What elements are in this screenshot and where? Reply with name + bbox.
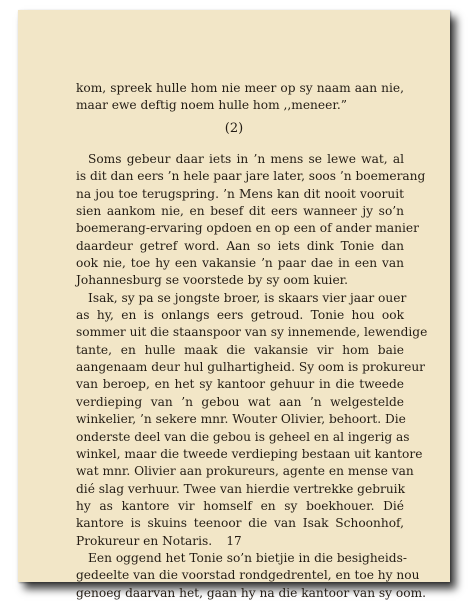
section-heading: (2)	[224, 121, 244, 136]
text-line: winkelier, ’n sekere mnr. Wouter Olivier, behoort. Die	[76, 412, 406, 427]
text-line: maar ewe deftig noem hulle hom ,,meneer.”	[76, 98, 347, 113]
text-line: Isak, sy pa se jongste broer, is skaars vier jaar ouer	[88, 290, 407, 305]
text-line: genoeg daarvan het, gaan hy na die kantoor van sy oom.	[76, 585, 427, 600]
text-line: tante, en hulle maak die vakansie vir hom baie	[76, 342, 404, 357]
top-paragraph	[76, 80, 404, 115]
text-line: gedeelte van die voorstad rondgedrentel, en toe hy nou	[76, 568, 420, 583]
text-line: daardeur getref word. Aan so iets dink Tonie dan	[76, 238, 404, 253]
text-line: dié slag verhuur. Twee van hierdie vertrekke gebruik	[76, 481, 405, 496]
text-line: wat mnr. Olivier aan prokureurs, agente en mense van	[76, 464, 414, 479]
text-line: as hy, en is onlangs eers getroud. Tonie hou ook	[76, 308, 404, 323]
text-line: van beroep, en het sy kantoor gehuur in die tweede	[76, 377, 404, 392]
text-line: onderste deel van die gebou is geheel en al ingerig as	[76, 429, 410, 444]
text-line: winkel, maar die tweede verdieping bestaan uit kantore	[76, 446, 423, 461]
text-line: Soms gebeur daar iets in ’n mens se lewe wat, al	[88, 152, 404, 166]
text-line: Een oggend het Tonie so’n bietjie in die besigheids-	[88, 550, 407, 565]
text-line: ook nie, toe hy een vakansie ’n paar dae in een van	[76, 256, 404, 271]
text-line: verdieping van ’n gebou wat aan ’n welgestelde	[76, 394, 404, 409]
text-line: hy as kantore vir homself en sy boekhouer. Dié	[76, 498, 404, 513]
text-line: aangenaam deur hul gulhartigheid. Sy oom is prokureur	[76, 360, 425, 375]
page-number: 17	[226, 534, 242, 548]
text-line: Prokureur en Notaris.	[76, 533, 213, 548]
text-line: sommer uit die staanspoor van sy innemende, lewendige	[76, 325, 428, 340]
text-line: na jou toe terugspring. ’n Mens kan dit nooit vooruit	[76, 186, 404, 201]
text-line: sien aankom nie, en besef dit eers wanneer jy so’n	[76, 204, 404, 219]
book-page	[18, 10, 450, 600]
text-line: boemerang-ervaring opdoen en op een of ander manier	[76, 221, 419, 236]
text-line: is dit dan eers ’n hele paar jare later, soos ’n boemerang	[76, 169, 426, 184]
text-line: Johannesburg se voorstede by sy oom kuier.	[76, 273, 349, 288]
text-line: kom, spreek hulle hom nie meer op sy naam aan nie,	[76, 81, 404, 95]
text-line: kantore is skuins teenoor die van Isak Schoonhof,	[76, 516, 404, 531]
